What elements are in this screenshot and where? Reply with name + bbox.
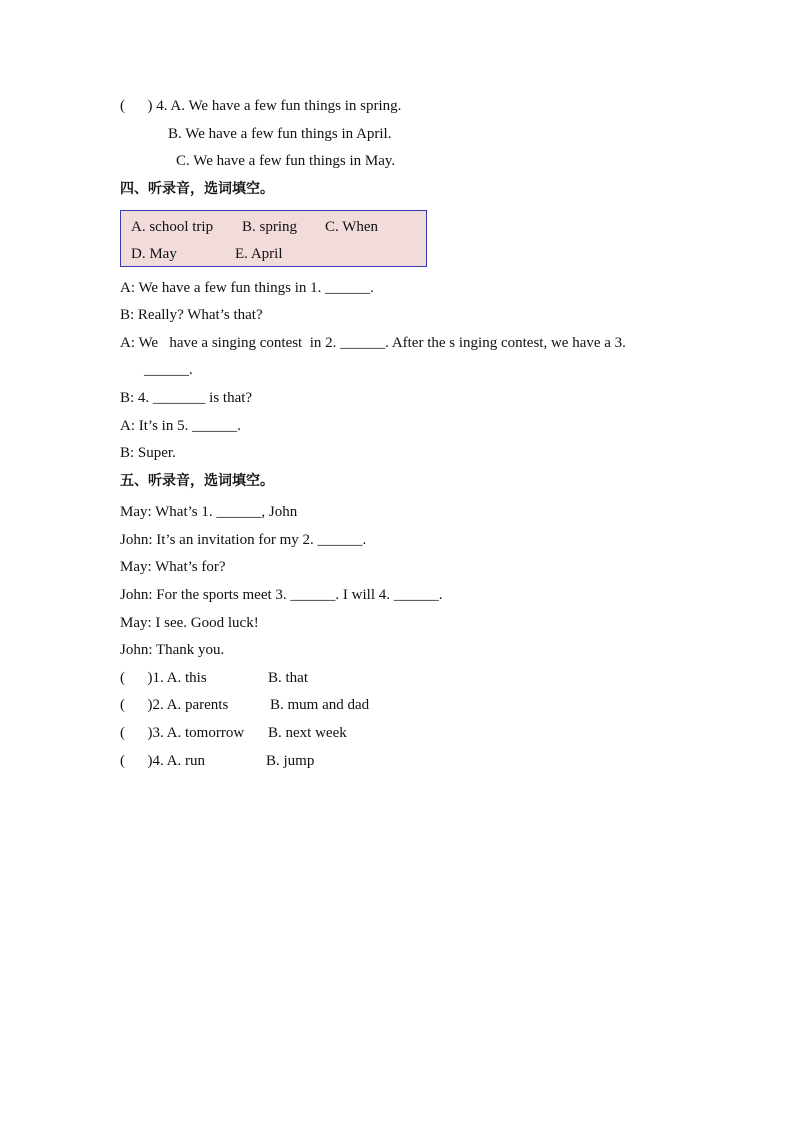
dialogue-line: A: We have a singing contest in 2. ______. After the s inging contest, we have a 3.: [120, 335, 626, 351]
q4-option-a: ( ) 4. A. We have a few fun things in spring.: [120, 98, 402, 114]
word-bank-item: D. May: [131, 246, 177, 262]
choice-option-b: B. mum and dad: [270, 697, 370, 713]
word-bank-item: B. spring: [242, 219, 298, 235]
dialogue-line: May: What’s for?: [120, 559, 226, 575]
dialogue-line: May: What’s 1. ______, John: [120, 504, 298, 520]
dialogue-line: A: It’s in 5. ______.: [120, 418, 241, 434]
q4-option-b: B. We have a few fun things in April.: [168, 126, 392, 142]
word-bank-item: E. April: [235, 246, 283, 262]
section5-heading: 五、听录音，选词填空。: [120, 473, 274, 489]
dialogue-line: B: 4. _______ is that?: [120, 390, 253, 406]
dialogue-line: B: Super.: [120, 445, 176, 461]
section4-heading: 四、听录音，选词填空。: [120, 181, 274, 197]
dialogue-line: May: I see. Good luck!: [120, 615, 259, 631]
choice-option-b: B. jump: [266, 753, 315, 769]
choice-question: ( )1. A. this: [120, 670, 207, 686]
dialogue-line: ______.: [144, 362, 193, 378]
dialogue-line: John: For the sports meet 3. ______. I will 4. ______.: [120, 587, 443, 603]
dialogue-line: John: It’s an invitation for my 2. ______.: [120, 532, 367, 548]
choice-question: ( )3. A. tomorrow: [120, 725, 245, 741]
choice-option-b: B. next week: [268, 725, 347, 741]
word-bank-item: C. When: [325, 219, 379, 235]
dialogue-line: A: We have a few fun things in 1. ______.: [120, 280, 374, 296]
word-bank-item: A. school trip: [131, 219, 214, 235]
q4-option-c: C. We have a few fun things in May.: [176, 153, 396, 169]
choice-question: ( )2. A. parents: [120, 697, 229, 713]
choice-question: ( )4. A. run: [120, 753, 205, 769]
word-bank: [120, 210, 427, 267]
dialogue-line: John: Thank you.: [120, 642, 225, 658]
dialogue-line: B: Really? What’s that?: [120, 307, 263, 323]
choice-option-b: B. that: [268, 670, 308, 686]
